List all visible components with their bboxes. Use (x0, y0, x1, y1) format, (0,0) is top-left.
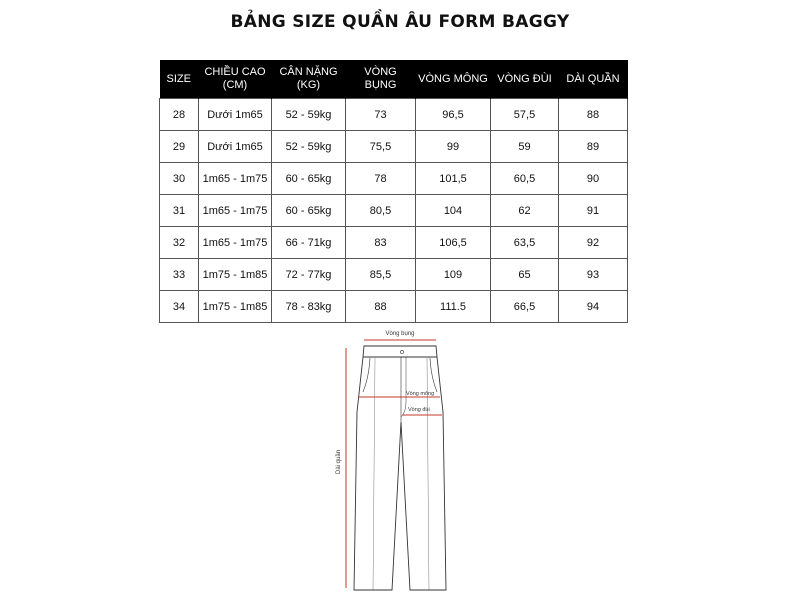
table-row (160, 99, 628, 131)
left-crease (373, 358, 375, 590)
table-cell: 1m65 - 1m75 (199, 227, 272, 259)
column-header: VÒNG MÔNG (416, 60, 491, 99)
table-cell: 60 - 65kg (272, 195, 346, 227)
table-cell: 34 (160, 291, 199, 323)
table-cell: 75,5 (346, 131, 416, 163)
table-cell: 91 (559, 195, 628, 227)
table-cell: 60 - 65kg (272, 163, 346, 195)
thigh-measure-label: Vòng đùi (408, 407, 430, 413)
table-cell: 94 (559, 291, 628, 323)
table-cell: 101,5 (416, 163, 491, 195)
pants-diagram (330, 322, 470, 600)
table-cell: 90 (559, 163, 628, 195)
table-cell: Dưới 1m65 (199, 99, 272, 131)
table-cell: 29 (160, 131, 199, 163)
table-cell: 52 - 59kg (272, 131, 346, 163)
table-row (160, 227, 628, 259)
table-cell: 109 (416, 259, 491, 291)
left-pocket (363, 358, 370, 392)
table-row (160, 131, 628, 163)
column-header: VÒNG ĐÙI (491, 60, 559, 99)
page-title: BẢNG SIZE QUẦN ÂU FORM BAGGY (230, 12, 570, 32)
table-cell: 80,5 (346, 195, 416, 227)
right-pocket (430, 358, 437, 392)
column-header: SIZE (160, 60, 199, 99)
table-cell: 88 (346, 291, 416, 323)
table-cell: 111.5 (416, 291, 491, 323)
table-cell: 89 (559, 131, 628, 163)
table-cell: 52 - 59kg (272, 99, 346, 131)
table-cell: 88 (559, 99, 628, 131)
table-cell: 93 (559, 259, 628, 291)
table-cell: 63,5 (491, 227, 559, 259)
table-cell: 62 (491, 195, 559, 227)
table-cell: 72 - 77kg (272, 259, 346, 291)
table-cell: 96,5 (416, 99, 491, 131)
table-cell: Dưới 1m65 (199, 131, 272, 163)
table-cell: 60,5 (491, 163, 559, 195)
table-cell: 30 (160, 163, 199, 195)
table-row (160, 195, 628, 227)
size-table (159, 60, 628, 323)
waist-button-icon (400, 350, 403, 353)
table-cell: 66,5 (491, 291, 559, 323)
column-header: CHIỀU CAO (CM) (199, 60, 272, 99)
table-row (160, 291, 628, 323)
hip-measure-label: Vòng mông (406, 391, 435, 397)
table-row (160, 259, 628, 291)
table-cell: 33 (160, 259, 199, 291)
table-cell: 1m75 - 1m85 (199, 291, 272, 323)
column-header: DÀI QUẦN (559, 60, 628, 99)
table-cell: 106,5 (416, 227, 491, 259)
table-cell: 31 (160, 195, 199, 227)
table-cell: 73 (346, 99, 416, 131)
table-cell: 65 (491, 259, 559, 291)
table-cell: 66 - 71kg (272, 227, 346, 259)
column-header: CÂN NẶNG (KG) (272, 60, 346, 99)
table-cell: 99 (416, 131, 491, 163)
table-header-row (160, 60, 628, 99)
table-cell: 1m65 - 1m75 (199, 195, 272, 227)
table-cell: 59 (491, 131, 559, 163)
table-cell: 78 - 83kg (272, 291, 346, 323)
length-measure-label: Dài quần (336, 449, 342, 475)
table-cell: 28 (160, 99, 199, 131)
table-cell: 83 (346, 227, 416, 259)
table-cell: 57,5 (491, 99, 559, 131)
column-header: VÒNG BỤNG (346, 60, 416, 99)
waist-measure-label: Vòng bụng (385, 331, 415, 337)
table-cell: 104 (416, 195, 491, 227)
fly-stitch (401, 357, 406, 417)
waistband (363, 346, 437, 357)
table-cell: 1m65 - 1m75 (199, 163, 272, 195)
table-cell: 32 (160, 227, 199, 259)
table-cell: 78 (346, 163, 416, 195)
table-cell: 85,5 (346, 259, 416, 291)
table-cell: 92 (559, 227, 628, 259)
table-cell: 1m75 - 1m85 (199, 259, 272, 291)
table-row (160, 163, 628, 195)
